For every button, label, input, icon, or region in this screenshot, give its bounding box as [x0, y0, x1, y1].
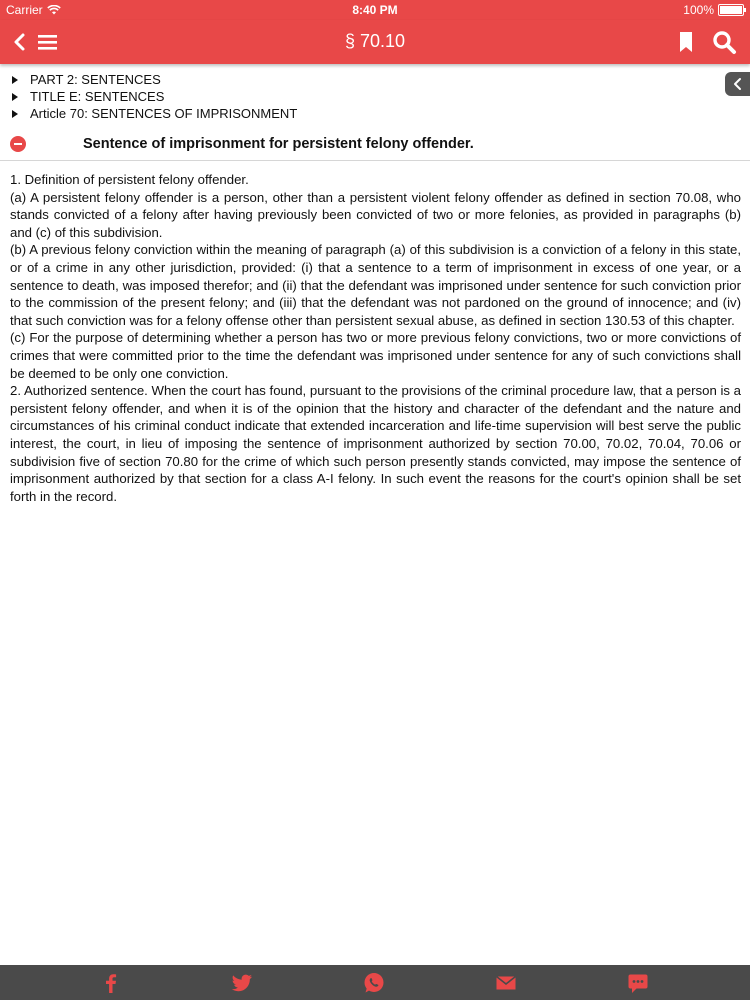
message-icon	[626, 971, 650, 995]
twitter-icon	[230, 971, 254, 995]
battery-icon	[718, 4, 744, 16]
email-icon	[494, 971, 518, 995]
facebook-icon	[99, 971, 123, 995]
statute-paragraph: (b) A previous felony conviction within the meaning of paragraph (a) of this subdivision is a conviction of a felony in this state, or of a crime in any other jurisdiction, provided: (i) that a sentence to a term of imprisonment in excess of one year, or a sentence to death, was imposed therefor; and (ii) that the defendant was imprisoned under sentence for such conviction prior to the commission of the present felony; and (iii) that the defendant was not pardoned on the ground of innocence; and (iv) that such conviction was for a felony offense other than persistent sexual abuse, as defined in section 130.53 of this chapter.	[10, 242, 741, 328]
nav-bar	[0, 20, 750, 64]
page-title: § 70.10	[344, 31, 406, 51]
breadcrumb-label: Article 70: SENTENCES OF IMPRISONMENT	[30, 106, 298, 121]
whatsapp-icon	[362, 971, 386, 995]
breadcrumb-part[interactable]	[0, 71, 750, 88]
statute-paragraph: (a) A persistent felony offender is a person, other than a persistent violent felony offender as defined in section 70.08, who stands convicted of a felony after having previously been convicted of two or more felonies, as provided in paragraphs (b) and (c) of this subdivision.	[10, 189, 741, 240]
share-bar	[0, 965, 750, 1000]
message-share-button[interactable]	[626, 971, 650, 995]
battery-percent: 100%	[683, 3, 714, 17]
statute-text	[10, 171, 741, 505]
breadcrumb-label: TITLE E: SENTENCES	[30, 89, 165, 104]
clock: 8:40 PM	[352, 3, 398, 17]
statute-paragraph: 2. Authorized sentence. When the court has found, pursuant to the provisions of the criminal procedure law, that a person is a persistent felony offender, and when it is of the opinion that the history and character of the defendant and the nature and circumstances of his criminal conduct indicate that extended incarceration and life-time supervision will best serve the public interest, the court, in lieu of imposing the sentence of imprisonment authorized by section 70.00, 70.02, 70.04, 70.06 or subdivision five of section 70.80 for the crime of which such person presently stands convicted, may impose the sentence of imprisonment authorized by that section for a class A-I felony. In such event the reasons for the court's opinion shall be set forth in the record.	[10, 383, 741, 504]
statute-paragraph: (c) For the purpose of determining whether a person has two or more previous felony convictions, two or more convictions of crimes that were committed prior to the time the defendant was imprisoned under sentence for any of such convictions shall be deemed to be only one conviction.	[10, 330, 741, 381]
disclosure-triangle-icon	[12, 110, 18, 118]
disclosure-triangle-icon	[12, 76, 18, 84]
whatsapp-share-button[interactable]	[362, 971, 386, 995]
disclosure-triangle-icon	[12, 93, 18, 101]
carrier-label: Carrier	[6, 3, 43, 17]
section-title: Sentence of imprisonment for persistent felony offender.	[83, 136, 474, 152]
battery-indicator	[683, 3, 744, 17]
status-bar	[0, 0, 750, 20]
facebook-share-button[interactable]	[99, 971, 123, 995]
section-header	[0, 128, 750, 161]
statute-paragraph: 1. Definition of persistent felony offender.	[10, 172, 249, 187]
bookmark-icon	[672, 28, 700, 56]
email-share-button[interactable]	[494, 971, 518, 995]
chevron-left-icon	[725, 72, 750, 96]
collapse-minus-icon[interactable]	[10, 136, 26, 152]
search-button[interactable]	[710, 28, 738, 56]
breadcrumb-title[interactable]	[0, 88, 750, 105]
battery-fill	[720, 6, 742, 14]
breadcrumb-article[interactable]	[0, 105, 750, 122]
side-panel-toggle[interactable]	[725, 72, 750, 96]
bookmark-button[interactable]	[672, 28, 700, 56]
breadcrumb	[0, 71, 750, 122]
breadcrumb-label: PART 2: SENTENCES	[30, 72, 161, 87]
twitter-share-button[interactable]	[230, 971, 254, 995]
search-icon	[710, 28, 738, 56]
